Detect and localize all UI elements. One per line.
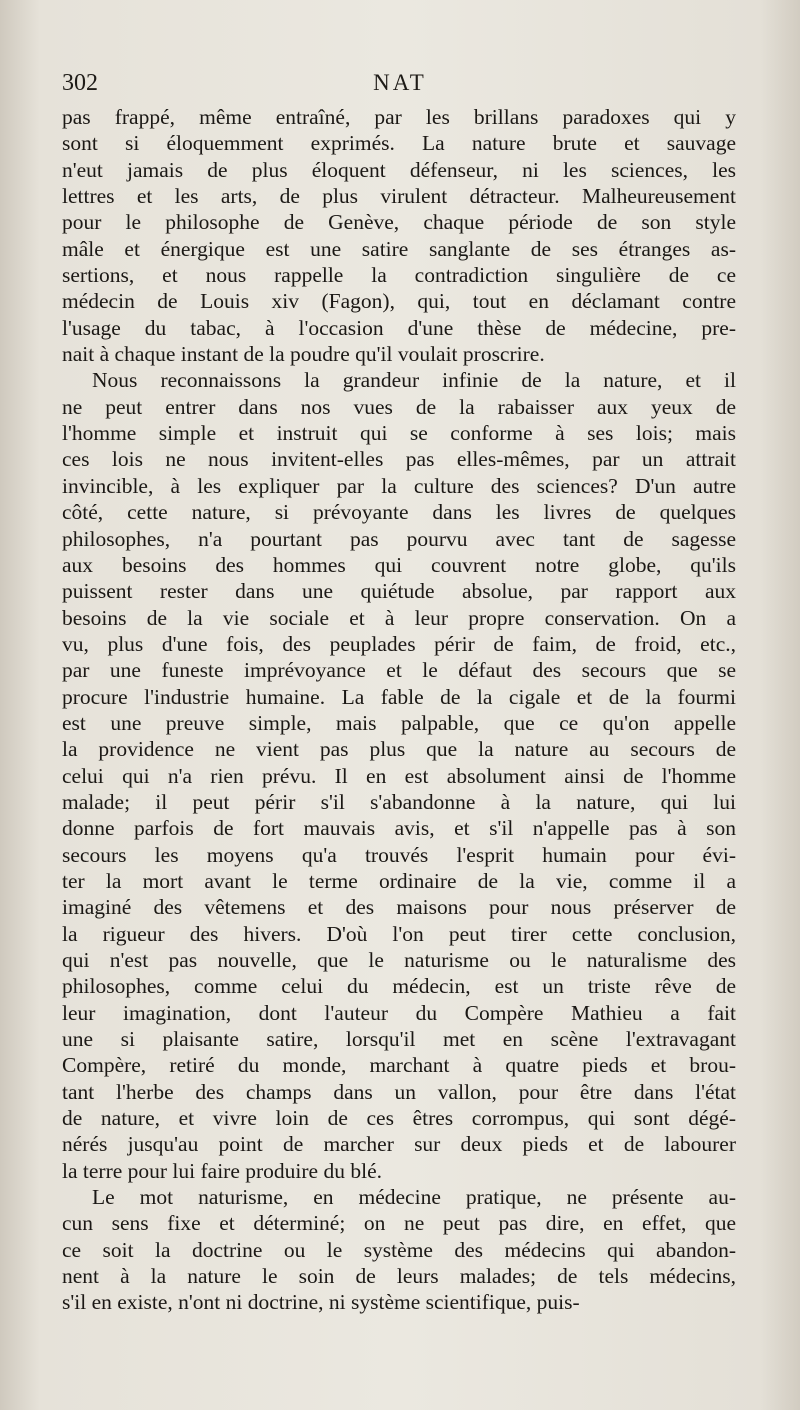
text-line: philosophes, n'a pourtant pas pourvu avec tant de sagesse: [62, 526, 736, 551]
text-line: sont si éloquemment exprimés. La nature brute et sauvage: [62, 131, 736, 156]
page-number: 302: [62, 70, 98, 96]
paragraph: [62, 1184, 736, 1316]
text-line: mâle et énergique est une satire sanglante de ses étranges as-: [62, 236, 736, 261]
text-line: médecin de Louis xiv (Fagon), qui, tout en déclamant contre: [62, 289, 736, 314]
text-line: qui n'est pas nouvelle, que le naturisme ou le naturalisme des: [62, 948, 736, 972]
text-line: côté, cette nature, si prévoyante dans les livres de quelques: [62, 500, 736, 525]
text-line: philosophes, comme celui du médecin, est un triste rêve de: [62, 974, 736, 999]
text-line: l'homme simple et instruit qui se conforme à ses lois; mais: [62, 421, 736, 446]
text-line: besoins de la vie sociale et à leur propre conservation. On a: [62, 605, 736, 630]
text-line: Compère, retiré du monde, marchant à quatre pieds et brou-: [62, 1053, 736, 1078]
paragraph: [62, 104, 736, 367]
text-line: procure l'industrie humaine. La fable de la cigale et de la fourmi: [62, 684, 736, 709]
text-line: Nous reconnaissons la grandeur infinie de la nature, et il: [92, 368, 736, 393]
text-line: la providence ne vient pas plus que la nature au secours de: [62, 737, 736, 762]
text-line: l'usage du tabac, à l'occasion d'une thèse de médecine, pre-: [62, 315, 736, 340]
text-line: est une preuve simple, mais palpable, que ce qu'on appelle: [62, 710, 736, 735]
text-line: imaginé des vêtemens et des maisons pour nous préserver de: [62, 895, 736, 920]
text-line: par une funeste imprévoyance et le défaut des secours que se: [62, 658, 736, 683]
text-line: sertions, et nous rappelle la contradiction singulière de ce: [62, 263, 736, 288]
text-line: une si plaisante satire, lorsqu'il met en scène l'extravagant: [62, 1027, 736, 1052]
text-line: n'eut jamais de plus éloquent défenseur, ni les sciences, les: [62, 157, 736, 182]
text-line: donne parfois de fort mauvais avis, et s'il n'appelle pas à son: [62, 816, 736, 841]
text-line: cun sens fixe et déterminé; on ne peut pas dire, en effet, que: [62, 1211, 736, 1236]
text-line: la rigueur des hivers. D'où l'on peut tirer cette conclusion,: [62, 921, 736, 946]
text-line: pour le philosophe de Genève, chaque période de son style: [62, 210, 736, 235]
text-line: leur imagination, dont l'auteur du Compère Mathieu a fait: [62, 1000, 736, 1025]
text-line: Le mot naturisme, en médecine pratique, ne présente au-: [92, 1185, 736, 1210]
text-line: nérés jusqu'au point de marcher sur deux pieds et de labourer: [62, 1132, 736, 1157]
text-line: ce soit la doctrine ou le système des médecins qui abandon-: [62, 1237, 736, 1262]
text-line: ces lois ne nous invitent-elles pas elles-mêmes, par un attrait: [62, 447, 736, 472]
text-line: celui qui n'a rien prévu. Il en est absolument ainsi de l'homme: [62, 763, 736, 788]
body-text: [62, 104, 736, 1316]
paragraph: [62, 367, 736, 1184]
text-line: s'il en existe, n'ont ni doctrine, ni système scientifique, puis-: [62, 1290, 580, 1315]
text-line: secours les moyens qu'a trouvés l'esprit humain pour évi-: [62, 842, 736, 867]
text-line: nait à chaque instant de la poudre qu'il voulait proscrire.: [62, 342, 545, 367]
text-line: pas frappé, même entraîné, par les brillans paradoxes qui y: [62, 105, 736, 129]
running-head: NAT: [373, 70, 427, 95]
text-line: de nature, et vivre loin de ces êtres corrompus, qui sont dégé-: [62, 1106, 736, 1131]
text-line: puissent rester dans une quiétude absolue, par rapport aux: [62, 579, 736, 604]
text-line: tant l'herbe des champs dans un vallon, pour être dans l'état: [62, 1079, 736, 1104]
text-line: aux besoins des hommes qui couvrent notre globe, qu'ils: [62, 552, 736, 577]
text-line: vu, plus d'une fois, des peuplades périr de faim, de froid, etc.,: [62, 631, 736, 656]
text-line: nent à la nature le soin de leurs malades; de tels médecins,: [62, 1264, 736, 1289]
text-line: malade; il peut périr s'il s'abandonne à la nature, qui lui: [62, 789, 736, 814]
text-line: invincible, à les expliquer par la culture des sciences? D'un autre: [62, 473, 736, 498]
page-header: [62, 70, 738, 100]
text-line: ne peut entrer dans nos vues de la rabaisser aux yeux de: [62, 394, 736, 419]
text-line: lettres et les arts, de plus virulent détracteur. Malheureusement: [62, 184, 736, 209]
text-line: ter la mort avant le terme ordinaire de la vie, comme il a: [62, 868, 736, 893]
text-line: la terre pour lui faire produire du blé.: [62, 1158, 382, 1183]
